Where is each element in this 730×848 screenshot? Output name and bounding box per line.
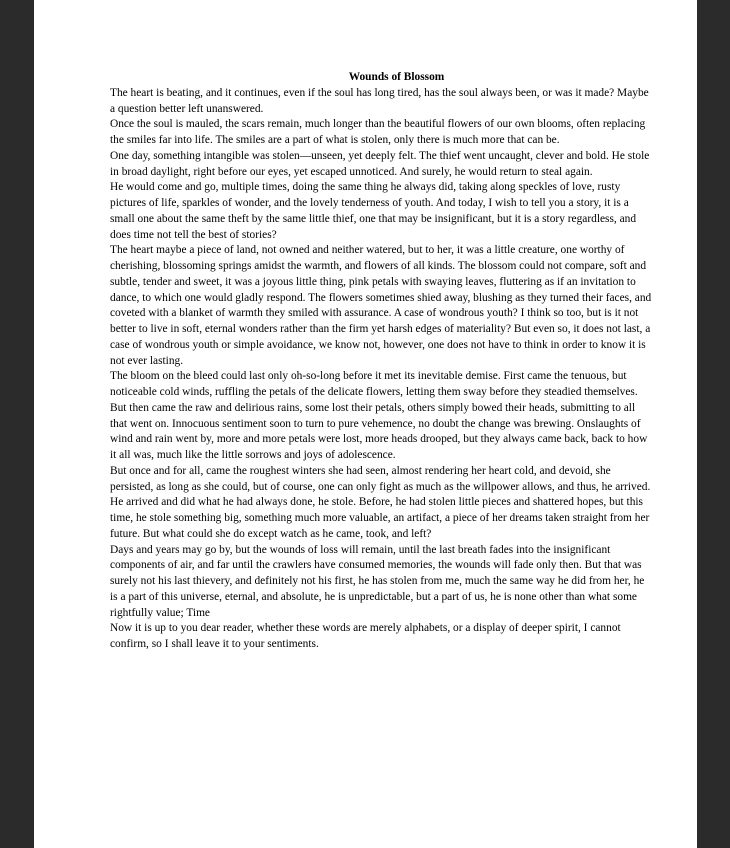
document-title: Wounds of Blossom bbox=[348, 71, 445, 83]
paragraph: The heart is beating, and it continues, even if the soul has long tired, has the soul always been, or was it made? Maybe a question better left unanswered. bbox=[110, 86, 649, 115]
paragraph: Once the soul is mauled, the scars remain, much longer than the beautiful flowers of our own blooms, often replacing the smiles far into life. The smiles are a part of what is stolen, only there is much more that can be. bbox=[110, 118, 646, 146]
paragraph: Now it is up to you dear reader, whether these words are merely alphabets, or a display of deeper spirit, I cannot confirm, so I shall leave it to your sentiments. bbox=[110, 622, 621, 650]
paragraph: The bloom on the bleed could last only oh-so-long before it met its inevitable demise. First came the tenuous, but noticeable cold winds, ruffling the petals of the delicate flowers, letting them sway before they steadied themselves. But then came the raw and delirious rains, some lost their petals, others simply bowed their heads, submitting to all that went on. Innocuous sentiment soon to turn to pure vehemence, no doubt the change was brewing. Onslaughts of wind and rain went by, more and more petals were lost, more heads drooped, but they always came back, back to how it all was, much like the little sorrows and joys of adolescence. bbox=[110, 370, 648, 461]
paragraph: One day, something intangible was stolen—unseen, yet deeply felt. The thief went uncaught, clever and bold. He stole in broad daylight, right before our eyes, yet escaped unnoticed. And surely, he would return to steal again. bbox=[110, 149, 650, 178]
paragraph: But once and for all, came the roughest winters she had seen, almost rendering her heart cold, and devoid, she persisted, as long as she could, but of course, one can only fight as much as the willpower allows, and thus, he arrived. He arrived and did what he had always done, he stole. Before, he had stolen little pieces and shattered hopes, but this time, he stole something big, something much more valuable, an artifact, a piece of her dreams taken straight from her future. But what could she do except watch as he came, took, and left? bbox=[110, 464, 651, 540]
paragraph: The heart maybe a piece of land, not owned and neither watered, but to her, it was a little creature, one worthy of cherishing, blossoming springs amidst the warmth, and flowers of all kinds. The blossom could not compare, soft and subtle, tender and sweet, it was a joyous little thing, pink petals with swaying leaves, fluttering as if an invitation to dance, to which one would gladly respond. The flowers sometimes shied away, blushing as they turned their faces, and coveted with a blanket of warmth they smiled with assurance. A case of wondrous youth? I think so too, but is it not better to live in soft, eternal wonders rather than the firm yet harsh edges of materiality? But even so, it does not last, a case of wondrous youth or simple avoidance, we know not, however, one does not have to think in order to know it is not ever lasting. bbox=[110, 244, 652, 367]
document-page bbox=[34, 0, 697, 848]
paragraph: Days and years may go by, but the wounds of loss will remain, until the last breath fades into the insignificant components of air, and far until the crawlers have consumed memories, the wounds will fade only then. But that was surely not his last thievery, and definitely not his first, he has stolen from me, much the same way he did from her, he is a part of this universe, eternal, and absolute, he is unpredictable, but a part of us, he is none other than what some rightfully value; Time bbox=[110, 543, 645, 619]
paragraph: He would come and go, multiple times, doing the same thing he always did, taking along speckles of love, rusty pictures of life, sparkles of wonder, and the lovely tenderness of youth. And today, I wish to tell you a story, it is a small one about the same theft by the same little thief, one that may be insignificant, but it is a story regardless, and does time not tell the best of stories? bbox=[110, 181, 637, 241]
